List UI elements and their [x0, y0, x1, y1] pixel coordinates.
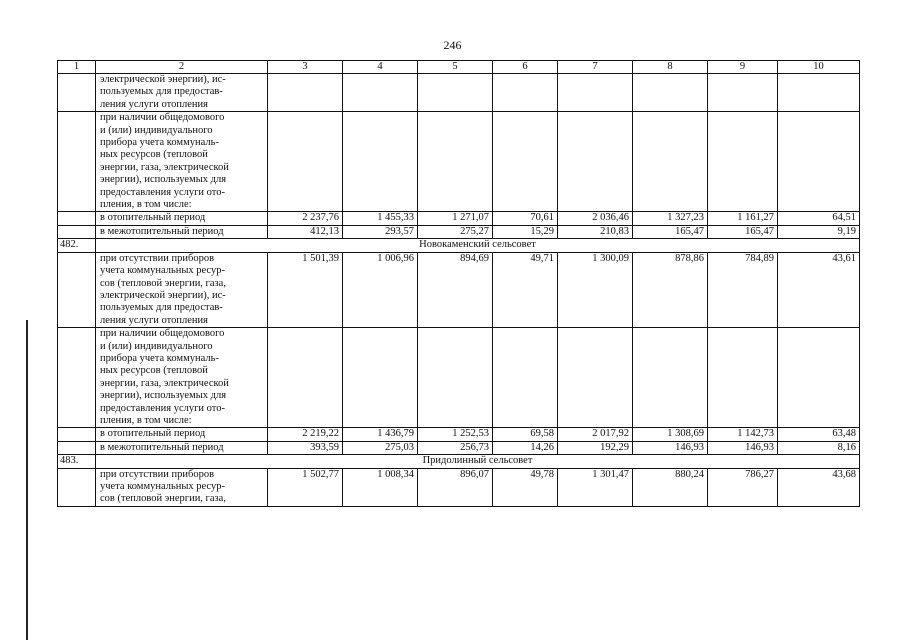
value-cell: 412,13: [268, 225, 343, 238]
value-cell: 275,27: [418, 225, 493, 238]
row-description: при отсутствии приборов учета коммунальных ресур- сов (тепловой энергии, газа,: [96, 468, 268, 506]
empty-cell: [708, 74, 778, 112]
row-number-cell: [58, 428, 96, 441]
value-cell: 2 036,46: [558, 212, 633, 225]
row-description: при наличии общедомового и (или) индивидуального прибора учета коммуналь- ных ресурсов (тепловой энергии, газа, электрической энергии), используемых для предоставления услуги ото- пления, в том числе:: [96, 328, 268, 428]
column-header: 1: [58, 61, 96, 74]
empty-cell: [558, 112, 633, 212]
row-number-cell: [58, 252, 96, 327]
empty-cell: [418, 112, 493, 212]
empty-cell: [268, 74, 343, 112]
value-cell: 1 271,07: [418, 212, 493, 225]
value-cell: 256,73: [418, 441, 493, 454]
value-cell: 1 142,73: [708, 428, 778, 441]
table-row: [58, 74, 860, 112]
value-cell: 63,48: [778, 428, 860, 441]
value-cell: 1 300,09: [558, 252, 633, 327]
row-description: при отсутствии приборов учета коммунальных ресур- сов (тепловой энергии, газа, электрической энергии), ис- пользуемых для предостав- ления услуги отопления: [96, 252, 268, 327]
value-cell: 49,78: [493, 468, 558, 506]
row-description: в межотопительный период: [96, 225, 268, 238]
column-header: 2: [96, 61, 268, 74]
section-number: 483.: [58, 455, 96, 468]
table-row: [58, 252, 860, 327]
value-cell: 43,61: [778, 252, 860, 327]
row-number-cell: [58, 74, 96, 112]
value-cell: 9,19: [778, 225, 860, 238]
section-row: [58, 239, 860, 252]
section-title: Придолинный сельсовет: [96, 455, 860, 468]
value-cell: 1 161,27: [708, 212, 778, 225]
column-header: 10: [778, 61, 860, 74]
value-cell: 210,83: [558, 225, 633, 238]
value-cell: 14,26: [493, 441, 558, 454]
table-row: [58, 212, 860, 225]
empty-cell: [558, 74, 633, 112]
scan-edge-line: [26, 320, 28, 640]
section-title: Новокаменский сельсовет: [96, 239, 860, 252]
empty-cell: [778, 328, 860, 428]
empty-cell: [558, 328, 633, 428]
section-number: 482.: [58, 239, 96, 252]
value-cell: 146,93: [708, 441, 778, 454]
empty-cell: [268, 112, 343, 212]
column-header: 6: [493, 61, 558, 74]
empty-cell: [708, 328, 778, 428]
column-header: 9: [708, 61, 778, 74]
table-row: [58, 225, 860, 238]
empty-cell: [343, 328, 418, 428]
value-cell: 896,07: [418, 468, 493, 506]
row-description: электрической энергии), ис- пользуемых для предостав- ления услуги отопления: [96, 74, 268, 112]
empty-cell: [418, 328, 493, 428]
value-cell: 2 219,22: [268, 428, 343, 441]
empty-cell: [343, 74, 418, 112]
table-row: [58, 441, 860, 454]
column-header: 8: [633, 61, 708, 74]
value-cell: 786,27: [708, 468, 778, 506]
table-row: [58, 468, 860, 506]
row-number-cell: [58, 328, 96, 428]
value-cell: 43,68: [778, 468, 860, 506]
column-header: 4: [343, 61, 418, 74]
table-row: [58, 112, 860, 212]
value-cell: 49,71: [493, 252, 558, 327]
value-cell: 1 436,79: [343, 428, 418, 441]
value-cell: 2 237,76: [268, 212, 343, 225]
row-number-cell: [58, 112, 96, 212]
value-cell: 2 017,92: [558, 428, 633, 441]
column-header: 3: [268, 61, 343, 74]
empty-cell: [343, 112, 418, 212]
value-cell: 1 455,33: [343, 212, 418, 225]
value-cell: 1 502,77: [268, 468, 343, 506]
value-cell: 275,03: [343, 441, 418, 454]
section-row: [58, 455, 860, 468]
empty-cell: [633, 74, 708, 112]
table-row: [58, 328, 860, 428]
row-number-cell: [58, 441, 96, 454]
empty-cell: [778, 74, 860, 112]
empty-cell: [418, 74, 493, 112]
empty-cell: [493, 112, 558, 212]
tariff-table: [57, 60, 860, 507]
column-header: 7: [558, 61, 633, 74]
empty-cell: [493, 74, 558, 112]
value-cell: 165,47: [708, 225, 778, 238]
value-cell: 1 308,69: [633, 428, 708, 441]
value-cell: 293,57: [343, 225, 418, 238]
value-cell: 1 252,53: [418, 428, 493, 441]
value-cell: 1 501,39: [268, 252, 343, 327]
empty-cell: [268, 328, 343, 428]
value-cell: 894,69: [418, 252, 493, 327]
column-number-row: [58, 61, 860, 74]
page-number: 246: [443, 38, 462, 52]
value-cell: 69,58: [493, 428, 558, 441]
value-cell: 70,61: [493, 212, 558, 225]
value-cell: 165,47: [633, 225, 708, 238]
value-cell: 1 006,96: [343, 252, 418, 327]
value-cell: 192,29: [558, 441, 633, 454]
empty-cell: [633, 112, 708, 212]
value-cell: 880,24: [633, 468, 708, 506]
row-number-cell: [58, 212, 96, 225]
column-header: 5: [418, 61, 493, 74]
value-cell: 64,51: [778, 212, 860, 225]
table-row: [58, 428, 860, 441]
value-cell: 15,29: [493, 225, 558, 238]
row-number-cell: [58, 468, 96, 506]
row-description: в межотопительный период: [96, 441, 268, 454]
row-number-cell: [58, 225, 96, 238]
value-cell: 784,89: [708, 252, 778, 327]
empty-cell: [493, 328, 558, 428]
value-cell: 8,16: [778, 441, 860, 454]
value-cell: 1 301,47: [558, 468, 633, 506]
empty-cell: [778, 112, 860, 212]
value-cell: 1 327,23: [633, 212, 708, 225]
value-cell: 393,59: [268, 441, 343, 454]
row-description: в отопительный период: [96, 212, 268, 225]
row-description: при наличии общедомового и (или) индивидуального прибора учета коммуналь- ных ресурсов (тепловой энергии, газа, электрической энергии), используемых для предоставления услуги ото- пления, в том числе:: [96, 112, 268, 212]
value-cell: 1 008,34: [343, 468, 418, 506]
empty-cell: [708, 112, 778, 212]
value-cell: 878,86: [633, 252, 708, 327]
value-cell: 146,93: [633, 441, 708, 454]
row-description: в отопительный период: [96, 428, 268, 441]
empty-cell: [633, 328, 708, 428]
